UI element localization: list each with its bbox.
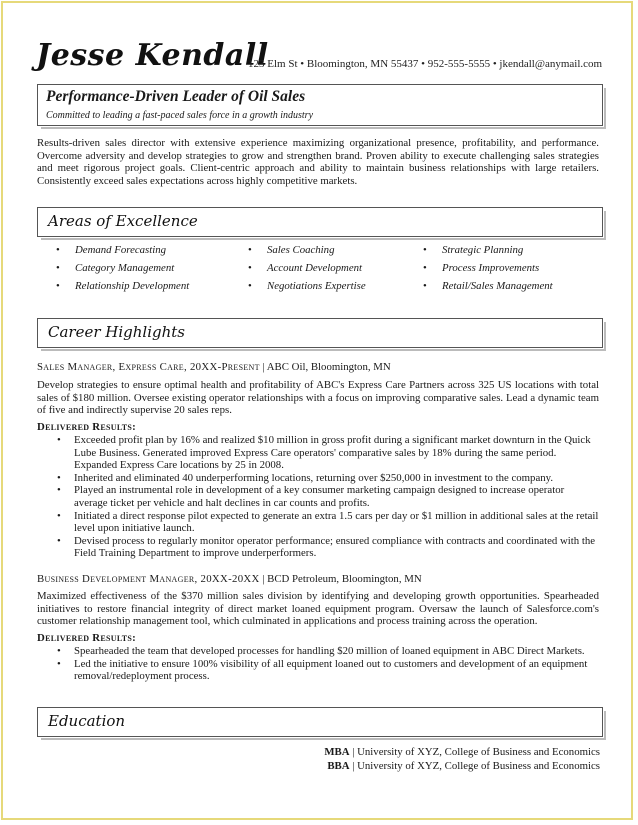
section-excellence	[37, 207, 603, 237]
job-employer: | ABC Oil, Bloomington, MN	[262, 361, 391, 373]
degree-name: MBA	[324, 746, 350, 758]
job-description: Maximized effectiveness of the $370 million sales division by identifying and developing growth opportunities. Spearheaded initiatives to restore financial integrity of direct market loaned equipment program. Oversaw the launch of Salesforce.com's customer relationship management tool, which culminated in applications and process training across the operation.	[37, 590, 599, 628]
job-title: Business Development Manager, 20XX-20XX	[37, 573, 260, 585]
list-item: • Exceeded profit plan by 16% and realized $10 million in gross profit during a significant market downturn in the Quick Lube Business. Generated improved Express Care operators' comparative sales by 18% during the same period. Expanded Express Care locations by 25 in 2008.	[57, 434, 599, 472]
summary-paragraph: Results-driven sales director with extensive experience maximizing organizational presence, profitability, and performance. Overcome adversity and develop strategies to grow and strengthen brand. Proven ability to execute challenging sales strategies and meet rigorous project goals. Client-centric approach and ability to maintain business relationships with large retailers. Consistently exceed sales expectations across highly competitive markets.	[37, 137, 599, 187]
degree-school: | University of XYZ, College of Business and Economics	[352, 760, 600, 772]
degree-row	[324, 746, 600, 758]
job-heading	[37, 573, 422, 585]
results-list	[57, 645, 599, 683]
skill-item: • Retail/Sales Management	[423, 280, 593, 294]
list-item: • Played an instrumental role in development of a key consumer marketing campaign designed to increase operator average ticket per vehicle and halt declines in car counts and profits.	[57, 484, 599, 509]
skill-item: • Category Management	[56, 262, 248, 276]
degree-name: BBA	[327, 760, 350, 772]
job-description: Develop strategies to ensure optimal health and profitability of ABC's Express Care Partners across 325 US locations with total sales of $180 million. Oversee existing operator relationships with a focus on improving comparative sales. Lead a dynamic team of five and indirectly supervise 20 sales reps.	[37, 379, 599, 417]
section-title-excellence: Areas of Excellence	[48, 212, 198, 230]
section-title-education: Education	[48, 712, 126, 730]
candidate-name: Jesse Kendall	[36, 38, 269, 73]
results-label: Delivered Results:	[37, 632, 137, 644]
skill-item: • Negotiations Expertise	[248, 280, 423, 294]
list-item: • Spearheaded the team that developed processes for handling $20 million of loaned equipment in ABC Direct Markets.	[57, 645, 599, 658]
section-career	[37, 318, 603, 348]
headline-box	[37, 84, 603, 126]
contact-info: 123 Elm St • Bloomington, MN 55437 • 952-555-5555 • jkendall@anymail.com	[248, 58, 603, 70]
job-title: Sales Manager, Express Care, 20XX-Present	[37, 361, 260, 373]
skill-item: • Account Development	[248, 262, 423, 276]
list-item: • Initiated a direct response pilot expected to generate an extra 1.5 cars per day or $1 million in additional sales at the retail level upon initiative launch.	[57, 510, 599, 535]
results-list	[57, 434, 599, 560]
skills-grid	[56, 244, 596, 294]
headline-subtitle: Committed to leading a fast-paced sales force in a growth industry	[46, 110, 314, 121]
skill-item: • Demand Forecasting	[56, 244, 248, 258]
headline-title: Performance-Driven Leader of Oil Sales	[46, 88, 306, 105]
section-education	[37, 707, 603, 737]
job-heading	[37, 361, 391, 373]
job-employer: | BCD Petroleum, Bloomington, MN	[262, 573, 422, 585]
results-label: Delivered Results:	[37, 421, 137, 433]
list-item: • Led the initiative to ensure 100% visibility of all equipment loaned out to customers and development of an equipment removal/redeployment process.	[57, 658, 599, 683]
section-title-career: Career Highlights	[48, 323, 186, 341]
skill-item: • Relationship Development	[56, 280, 248, 294]
degree-row	[327, 760, 600, 772]
degree-school: | University of XYZ, College of Business and Economics	[352, 746, 600, 758]
skill-item: • Process Improvements	[423, 262, 593, 276]
skill-item: • Strategic Planning	[423, 244, 593, 258]
list-item: • Inherited and eliminated 40 underperforming locations, returning over $250,000 in investment to the company.	[57, 472, 599, 485]
skill-item: • Sales Coaching	[248, 244, 423, 258]
list-item: • Devised process to regularly monitor operator performance; ensured compliance with contracts and coordinated with the Field Training Department to improve underperformers.	[57, 535, 599, 560]
